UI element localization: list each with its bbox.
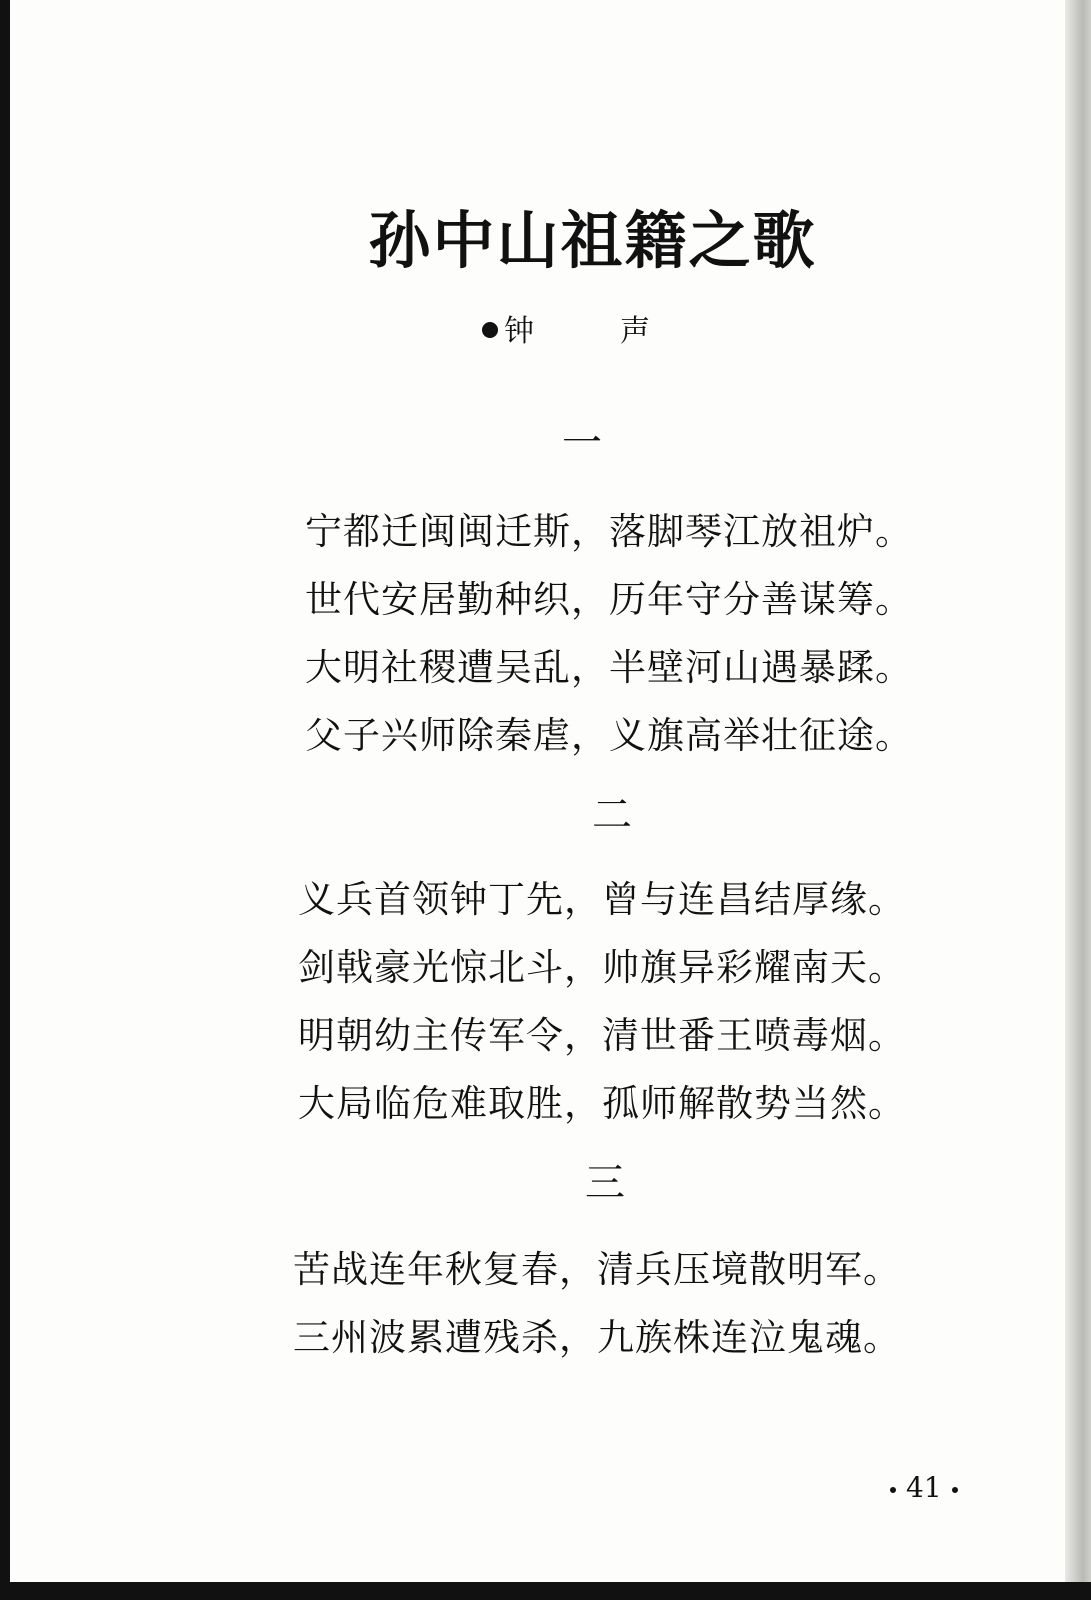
- stanza: [298, 866, 906, 1138]
- poem-line: 义兵首领钟丁先，曾与连昌结厚缘。: [298, 878, 906, 921]
- poem-line: 大明社稷遭吴乱，半壁河山遇暴蹂。: [305, 646, 913, 689]
- poem-line: 世代安居勤种织，历年守分善谋筹。: [305, 578, 913, 621]
- poem-line: 父子兴师除秦虐，义旗高举壮征途。: [305, 714, 913, 757]
- author-line: [0, 312, 1091, 352]
- stanza: [305, 498, 913, 770]
- page-number: [880, 1470, 968, 1506]
- poem-line: 明朝幼主传军令，清世番王喷毒烟。: [298, 1014, 906, 1057]
- dot-icon: [952, 1487, 958, 1493]
- poem-line: 宁都迁闽闽迁斯，落脚琴江放祖炉。: [305, 510, 913, 553]
- bullet-icon: [482, 322, 498, 338]
- section-number: 一: [562, 420, 602, 466]
- scan-edge-bottom: [0, 1582, 1091, 1600]
- author-name: 钟 声: [504, 314, 678, 349]
- page-number-value: 41: [906, 1471, 942, 1504]
- poem-line: 三州波累遭残杀，九族株连泣鬼魂。: [293, 1316, 901, 1359]
- poem-line: 剑戟豪光惊北斗，帅旗异彩耀南天。: [298, 946, 906, 989]
- section-number: 三: [585, 1160, 625, 1206]
- poem-line: 苦战连年秋复春，清兵压境散明军。: [293, 1248, 901, 1291]
- section-number: 二: [592, 792, 632, 838]
- poem-line: 大局临危难取胜，孤师解散势当然。: [298, 1082, 906, 1125]
- poem-title: 孙中山祖籍之歌: [368, 204, 817, 277]
- dot-icon: [890, 1487, 896, 1493]
- stanza: [293, 1236, 901, 1372]
